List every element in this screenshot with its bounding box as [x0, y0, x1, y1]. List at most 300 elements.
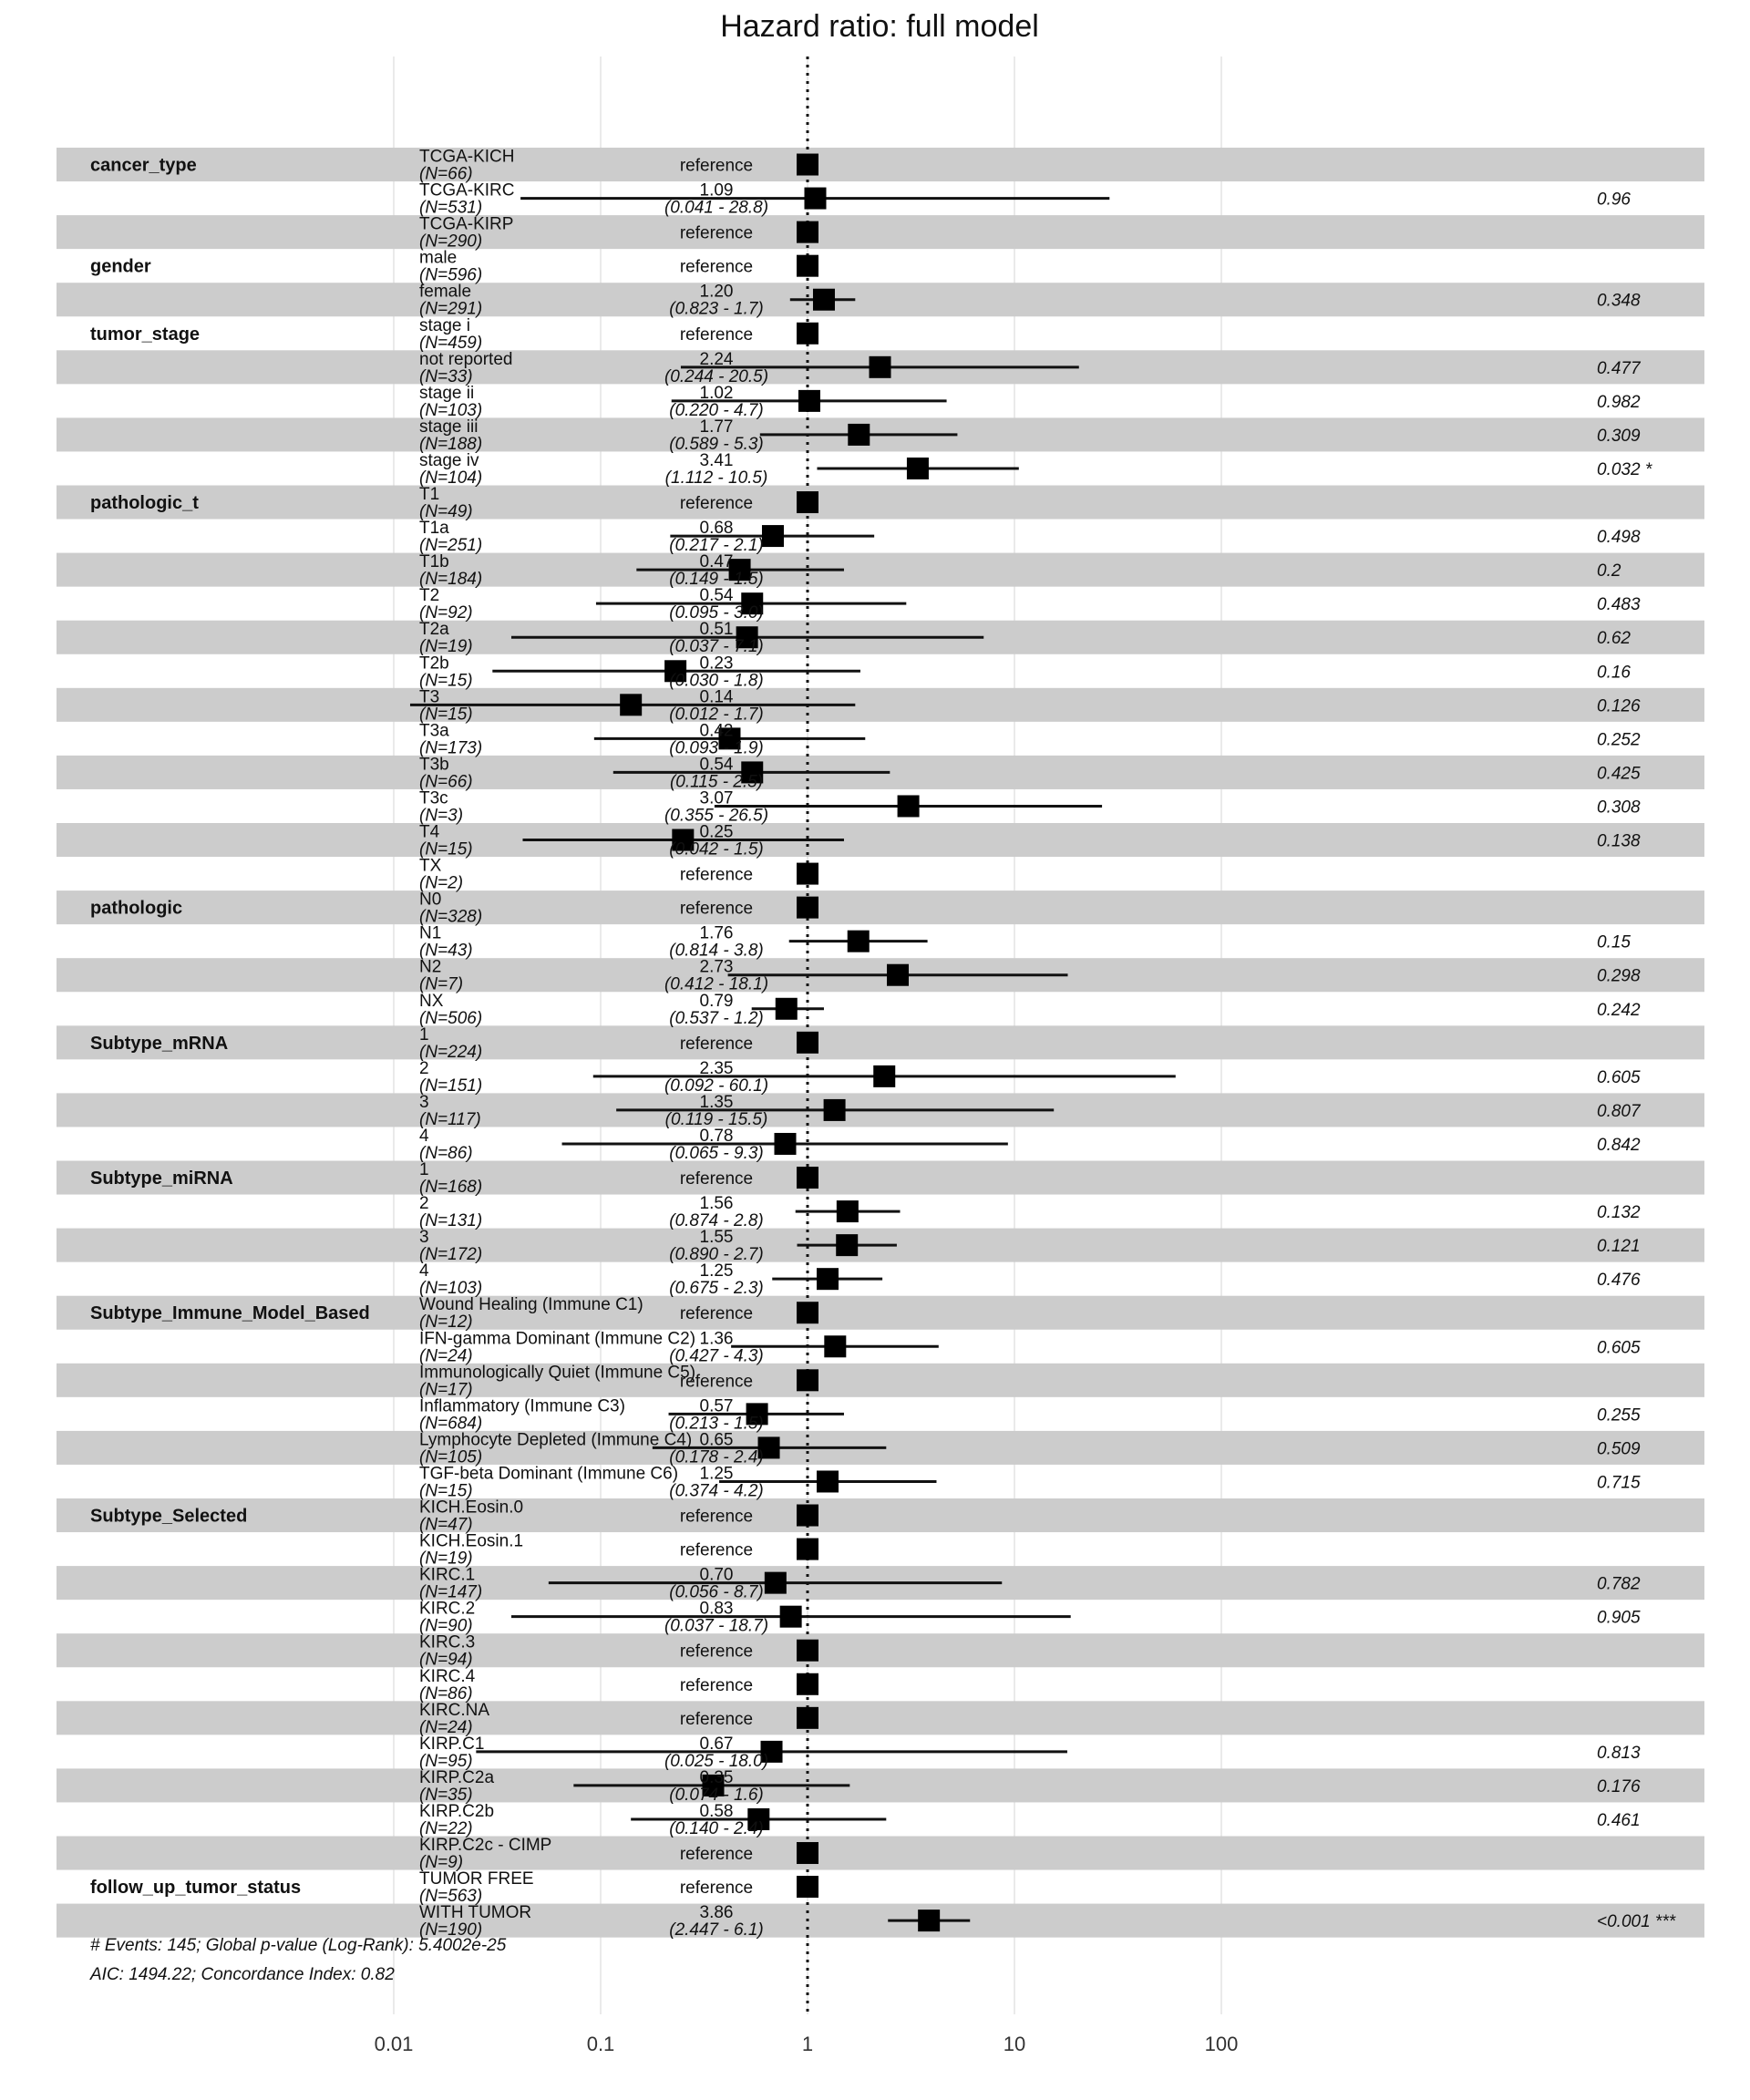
level-label: KIRP.C2a	[419, 1767, 495, 1787]
p-value-label: 0.425	[1597, 764, 1641, 784]
hr-label: reference	[679, 1642, 754, 1662]
level-label: T1a	[419, 519, 449, 539]
hr-label: reference	[679, 1372, 754, 1392]
count-label: (N=224)	[419, 1042, 483, 1062]
hr-label: 1.77	[699, 417, 734, 437]
hr-point	[797, 1707, 818, 1729]
hr-label: 0.68	[699, 519, 734, 539]
footnote-events: # Events: 145; Global p-value (Log-Rank): 5.4002e-25	[90, 1936, 507, 1955]
variable-label: Subtype_miRNA	[90, 1168, 233, 1189]
level-label: KIRC.1	[419, 1565, 476, 1585]
count-label: (N=43)	[419, 941, 473, 961]
ci-label: (0.217 - 2.1)	[669, 536, 764, 556]
ci-label: (0.149 - 1.5)	[669, 570, 764, 590]
count-label: (N=563)	[419, 1887, 483, 1907]
level-label: KIRP.C2c - CIMP	[419, 1836, 552, 1856]
p-value-label: 0.121	[1597, 1237, 1641, 1257]
level-label: T4	[419, 822, 440, 842]
ci-label: (0.092 - 60.1)	[664, 1076, 769, 1096]
hr-point	[797, 1640, 818, 1662]
row-band	[57, 486, 1704, 520]
ci-label: (0.823 - 1.7)	[669, 299, 764, 319]
hr-point	[907, 458, 929, 479]
count-label: (N=290)	[419, 232, 483, 252]
hr-label: 1.09	[699, 180, 734, 201]
level-label: 3	[419, 1092, 429, 1112]
level-label: KICH.Eosin.0	[419, 1498, 524, 1518]
hr-point	[797, 1842, 818, 1864]
ci-label: (0.220 - 4.7)	[669, 400, 764, 420]
hr-point	[776, 998, 798, 1020]
hr-label: 0.35	[699, 1767, 734, 1787]
level-label: NX	[419, 991, 444, 1011]
x-tick-label: 10	[1003, 2033, 1026, 2055]
level-label: T3b	[419, 755, 449, 775]
hr-label: reference	[679, 1675, 754, 1695]
ci-label: (0.427 - 4.3)	[669, 1346, 764, 1366]
ci-label: (0.589 - 5.3)	[669, 434, 764, 454]
ci-label: (0.041 - 28.8)	[664, 198, 769, 218]
count-label: (N=9)	[419, 1853, 464, 1873]
count-label: (N=684)	[419, 1414, 483, 1434]
p-value-label: 0.255	[1597, 1405, 1641, 1426]
row-band	[57, 1904, 1704, 1938]
row-band	[57, 890, 1704, 924]
p-value-label: 0.308	[1597, 798, 1641, 818]
hr-label: reference	[679, 865, 754, 885]
level-label: KIRC.NA	[419, 1700, 490, 1720]
hr-point	[797, 1539, 818, 1560]
count-label: (N=506)	[419, 1008, 483, 1028]
hr-label: reference	[679, 324, 754, 345]
hr-label: reference	[679, 1169, 754, 1189]
p-value-label: 0.252	[1597, 730, 1641, 750]
hr-label: 0.57	[699, 1396, 734, 1416]
hr-point	[797, 1876, 818, 1898]
hr-point	[813, 289, 835, 311]
hr-point	[797, 1302, 818, 1323]
count-label: (N=94)	[419, 1650, 473, 1670]
hr-label: 0.78	[699, 1126, 734, 1146]
ci-label: (0.056 - 8.7)	[669, 1582, 764, 1602]
count-label: (N=291)	[419, 299, 483, 319]
ci-label: (2.447 - 6.1)	[669, 1920, 764, 1940]
level-label: T1	[419, 485, 440, 505]
row-band	[57, 688, 1704, 725]
hr-label: reference	[679, 1540, 754, 1560]
level-label: 2	[419, 1058, 429, 1078]
ci-label: (0.025 - 18.0)	[664, 1751, 769, 1771]
level-label: T1b	[419, 552, 449, 572]
ci-label: (0.095 - 3.0)	[669, 603, 764, 623]
hr-point	[824, 1099, 846, 1121]
level-label: stage ii	[419, 383, 475, 403]
row-band	[57, 1025, 1704, 1059]
ci-label: (0.119 - 15.5)	[664, 1109, 768, 1129]
x-tick-label: 0.01	[374, 2033, 414, 2055]
hr-label: 1.25	[699, 1464, 734, 1484]
hr-point	[780, 1606, 802, 1628]
hr-point	[765, 1572, 787, 1594]
hr-label: 1.56	[699, 1194, 734, 1214]
p-value-label: 0.782	[1597, 1574, 1641, 1594]
hr-label: reference	[679, 1845, 754, 1865]
hr-point	[797, 491, 818, 513]
count-label: (N=168)	[419, 1178, 483, 1198]
variable-label: Subtype_mRNA	[90, 1033, 229, 1054]
p-value-label: 0.605	[1597, 1067, 1641, 1087]
hr-label: 3.41	[699, 450, 734, 470]
p-value-label: 0.348	[1597, 291, 1641, 311]
level-label: female	[419, 282, 472, 302]
hr-point	[870, 356, 891, 378]
count-label: (N=15)	[419, 671, 473, 691]
count-label: (N=151)	[419, 1076, 483, 1096]
hr-label: reference	[679, 1034, 754, 1054]
count-label: (N=105)	[419, 1447, 483, 1467]
ci-label: (0.074 - 1.6)	[669, 1785, 764, 1805]
ci-label: (0.140 - 2.4)	[669, 1818, 764, 1838]
level-label: not reported	[419, 349, 513, 369]
p-value-label: 0.15	[1597, 932, 1631, 952]
count-label: (N=172)	[419, 1245, 483, 1265]
level-label: KIRP.C2b	[419, 1801, 495, 1821]
p-value-label: 0.813	[1597, 1743, 1641, 1763]
hr-point	[797, 255, 818, 277]
hr-label: 0.23	[699, 654, 734, 674]
hr-label: reference	[679, 494, 754, 514]
x-tick-label: 1	[801, 2033, 814, 2055]
ci-label: (0.065 - 9.3)	[669, 1143, 764, 1163]
ci-label: (0.213 - 1.5)	[669, 1414, 764, 1434]
level-label: Immunologically Quiet (Immune C5)	[419, 1363, 696, 1383]
hr-point	[762, 525, 784, 547]
ci-label: (0.890 - 2.7)	[669, 1245, 764, 1265]
count-label: (N=103)	[419, 400, 483, 420]
hr-point	[817, 1268, 839, 1290]
count-label: (N=24)	[419, 1717, 473, 1737]
x-tick-label: 0.1	[586, 2033, 615, 2055]
hr-point	[797, 323, 818, 345]
count-label: (N=15)	[419, 705, 473, 725]
hr-label: 0.54	[699, 755, 734, 775]
count-label: (N=190)	[419, 1920, 483, 1940]
hr-point	[887, 964, 909, 986]
p-value-label: 0.509	[1597, 1439, 1641, 1459]
level-label: Lymphocyte Depleted (Immune C4)	[419, 1430, 693, 1450]
hr-label: 0.70	[699, 1565, 734, 1585]
hr-label: 1.35	[699, 1092, 734, 1112]
hr-point	[824, 1335, 846, 1357]
level-label: N1	[419, 923, 442, 943]
hr-label: 3.07	[699, 788, 734, 808]
hr-label: reference	[679, 1507, 754, 1527]
hr-label: 3.86	[699, 1903, 734, 1923]
hr-label: 0.47	[699, 552, 734, 572]
level-label: TCGA-KIRP	[419, 214, 514, 234]
hr-label: reference	[679, 223, 754, 243]
level-label: 4	[419, 1261, 429, 1282]
row-band	[57, 1498, 1704, 1532]
level-label: T3	[419, 687, 440, 707]
variable-label: pathologic_t	[90, 493, 199, 514]
hr-label: 2.35	[699, 1058, 734, 1078]
p-value-label: 0.16	[1597, 663, 1631, 683]
level-label: KIRC.4	[419, 1666, 476, 1686]
level-label: TGF-beta Dominant (Immune C6)	[419, 1464, 679, 1484]
hr-point	[817, 1470, 839, 1492]
hr-label: 0.54	[699, 586, 734, 606]
hr-point	[873, 1065, 895, 1087]
hr-point	[797, 221, 818, 243]
variable-label: Subtype_Selected	[90, 1506, 248, 1527]
count-label: (N=117)	[419, 1109, 481, 1129]
p-value-label: 0.905	[1597, 1608, 1641, 1628]
ci-label: (0.412 - 18.1)	[664, 974, 769, 994]
level-label: T2a	[419, 620, 449, 640]
count-label: (N=459)	[419, 333, 483, 353]
row-band	[57, 1633, 1704, 1667]
hr-label: reference	[679, 156, 754, 176]
level-label: Inflammatory (Immune C3)	[419, 1396, 625, 1416]
variable-label: tumor_stage	[90, 324, 201, 345]
hr-label: 0.65	[699, 1430, 734, 1450]
band-layer	[57, 148, 1704, 1938]
count-label: (N=251)	[419, 536, 483, 556]
p-value-label: 0.982	[1597, 392, 1641, 412]
hr-label: reference	[679, 1304, 754, 1324]
level-label: 3	[419, 1228, 429, 1248]
row-band	[57, 1161, 1704, 1198]
count-label: (N=17)	[419, 1380, 473, 1400]
p-value-label: 0.605	[1597, 1338, 1641, 1358]
count-label: (N=66)	[419, 164, 473, 184]
hr-label: 1.20	[699, 282, 734, 302]
ci-label: (0.042 - 1.5)	[669, 839, 764, 860]
level-label: 2	[419, 1194, 429, 1214]
level-label: TCGA-KIRC	[419, 180, 515, 201]
level-label: 4	[419, 1126, 429, 1146]
count-label: (N=2)	[419, 873, 464, 893]
level-label: T2b	[419, 654, 449, 674]
ci-label: (0.374 - 4.2)	[669, 1481, 764, 1501]
count-label: (N=188)	[419, 434, 483, 454]
level-label: male	[419, 248, 458, 268]
ci-label: (0.093 - 1.9)	[669, 738, 764, 758]
count-label: (N=12)	[419, 1312, 473, 1333]
ci-label: (0.244 - 20.5)	[664, 366, 769, 386]
count-label: (N=35)	[419, 1785, 473, 1805]
level-label: N0	[419, 890, 442, 910]
hr-point	[798, 390, 820, 412]
hr-point	[775, 1133, 797, 1155]
p-value-label: 0.309	[1597, 426, 1641, 446]
hr-label: 1.76	[699, 923, 734, 943]
p-value-label: 0.176	[1597, 1776, 1641, 1796]
count-label: (N=184)	[419, 570, 483, 590]
hr-label: reference	[679, 257, 754, 277]
ci-label: (0.037 - 7.1)	[669, 637, 764, 657]
hr-label: 1.36	[699, 1329, 734, 1349]
level-label: stage iii	[419, 417, 479, 437]
hr-point	[797, 863, 818, 885]
count-label: (N=531)	[419, 198, 483, 218]
level-label: TUMOR FREE	[419, 1869, 534, 1889]
hr-label: 1.55	[699, 1228, 734, 1248]
variable-label: pathologic	[90, 898, 183, 919]
level-label: T2	[419, 586, 440, 606]
level-label: stage iv	[419, 450, 479, 470]
hr-point	[797, 154, 818, 176]
p-value-label: 0.2	[1597, 561, 1621, 582]
p-value-label: 0.715	[1597, 1473, 1641, 1493]
hr-point	[848, 424, 870, 446]
count-label: (N=86)	[419, 1683, 473, 1704]
hr-label: 0.58	[699, 1801, 734, 1821]
variable-label: cancer_type	[90, 155, 197, 176]
hr-label: reference	[679, 1709, 754, 1729]
row-band	[57, 1837, 1704, 1873]
count-label: (N=24)	[419, 1346, 473, 1366]
variable-label: Subtype_Immune_Model_Based	[90, 1303, 370, 1324]
count-label: (N=47)	[419, 1515, 473, 1535]
level-label: KIRC.3	[419, 1632, 476, 1652]
row-band	[57, 215, 1704, 249]
level-label: 1	[419, 1024, 429, 1045]
tick-layer	[375, 2033, 1239, 2055]
count-label: (N=90)	[419, 1616, 473, 1636]
row-band	[57, 1768, 1704, 1802]
ci-label: (0.037 - 18.7)	[664, 1616, 769, 1636]
p-value-label: 0.62	[1597, 629, 1631, 649]
hr-label: 2.73	[699, 957, 734, 977]
hr-point	[797, 1167, 818, 1189]
hr-point	[797, 1673, 818, 1695]
hr-label: reference	[679, 1879, 754, 1899]
p-value-label: 0.483	[1597, 595, 1641, 615]
p-value-label: 0.138	[1597, 831, 1641, 851]
ci-label: (0.874 - 2.8)	[669, 1211, 764, 1231]
count-label: (N=103)	[419, 1279, 483, 1299]
x-tick-label: 100	[1204, 2033, 1239, 2055]
hr-point	[836, 1234, 858, 1256]
hr-point	[797, 897, 818, 919]
hr-label: 0.67	[699, 1734, 734, 1754]
level-label: KICH.Eosin.1	[419, 1531, 524, 1551]
p-value-label: 0.126	[1597, 696, 1641, 716]
level-label: 1	[419, 1160, 429, 1180]
count-label: (N=92)	[419, 603, 473, 623]
count-label: (N=49)	[419, 502, 473, 522]
row-band	[57, 823, 1704, 857]
ci-label: (0.675 - 2.3)	[669, 1279, 764, 1299]
hr-point	[898, 795, 920, 817]
count-label: (N=33)	[419, 366, 473, 386]
level-label: KIRC.2	[419, 1599, 476, 1619]
level-label: TX	[419, 856, 442, 876]
row-band	[57, 553, 1704, 590]
count-label: (N=15)	[419, 839, 473, 860]
chart-title: Hazard ratio: full model	[720, 9, 1039, 44]
p-value-label: 0.461	[1597, 1810, 1641, 1830]
ci-label: (0.030 - 1.8)	[669, 671, 764, 691]
variable-label: follow_up_tumor_status	[90, 1878, 302, 1899]
hr-point	[620, 694, 642, 715]
ci-label: (0.814 - 3.8)	[669, 941, 764, 961]
hr-point	[797, 1032, 818, 1054]
hr-point	[848, 931, 870, 952]
hr-label: 0.25	[699, 822, 734, 842]
hr-label: 0.14	[699, 687, 734, 707]
level-label: WITH TUMOR	[419, 1903, 532, 1923]
p-value-label: 0.132	[1597, 1203, 1641, 1223]
ci-label: (0.178 - 2.4)	[669, 1447, 764, 1467]
level-label: T3a	[419, 721, 449, 741]
row-band	[57, 283, 1704, 316]
hr-label: 1.25	[699, 1261, 734, 1282]
hr-label: 0.83	[699, 1599, 734, 1619]
hr-point	[918, 1910, 940, 1931]
count-label: (N=173)	[419, 738, 483, 758]
count-label: (N=596)	[419, 265, 483, 285]
count-label: (N=19)	[419, 1549, 473, 1569]
ci-label: (1.112 - 10.5)	[664, 468, 768, 488]
count-label: (N=131)	[419, 1211, 483, 1231]
count-label: (N=3)	[419, 806, 464, 826]
hr-point	[837, 1200, 859, 1222]
hr-label: 0.42	[699, 721, 734, 741]
row-band	[57, 1364, 1704, 1400]
p-value-label: 0.477	[1597, 358, 1641, 378]
p-value-label: 0.498	[1597, 528, 1641, 548]
count-label: (N=147)	[419, 1582, 483, 1602]
ci-label: (0.012 - 1.7)	[669, 705, 764, 725]
p-value-label: 0.476	[1597, 1271, 1641, 1291]
ci-label: (0.537 - 1.2)	[669, 1008, 764, 1028]
level-label: IFN-gamma Dominant (Immune C2)	[419, 1329, 696, 1349]
hr-label: 0.51	[699, 620, 734, 640]
variable-label: gender	[90, 256, 151, 277]
level-label: Wound Healing (Immune C1)	[419, 1295, 643, 1315]
ci-label: (0.115 - 2.5)	[669, 772, 764, 792]
count-label: (N=7)	[419, 974, 464, 994]
level-label: stage i	[419, 315, 470, 335]
count-label: (N=19)	[419, 637, 473, 657]
count-label: (N=15)	[419, 1481, 473, 1501]
row-band	[57, 148, 1704, 181]
hr-label: reference	[679, 899, 754, 919]
hr-label: 2.24	[699, 349, 734, 369]
level-label: N2	[419, 957, 442, 977]
p-value-label: 0.842	[1597, 1135, 1641, 1155]
ci-label: (0.355 - 26.5)	[664, 806, 769, 826]
count-label: (N=328)	[419, 907, 483, 927]
hr-label: 1.02	[699, 383, 734, 403]
count-label: (N=66)	[419, 772, 473, 792]
count-label: (N=86)	[419, 1143, 473, 1163]
count-label: (N=104)	[419, 468, 483, 488]
hr-point	[804, 188, 826, 210]
hr-point	[797, 1369, 818, 1391]
p-value-label: <0.001 ***	[1597, 1912, 1676, 1932]
p-value-label: 0.807	[1597, 1101, 1641, 1121]
p-value-label: 0.298	[1597, 966, 1641, 986]
count-label: (N=22)	[419, 1818, 473, 1838]
hr-label: 0.79	[699, 991, 734, 1011]
p-value-label: 0.242	[1597, 1000, 1641, 1020]
footnote-aic: AIC: 1494.22; Concordance Index: 0.82	[90, 1965, 395, 1984]
row-band	[57, 1701, 1704, 1735]
